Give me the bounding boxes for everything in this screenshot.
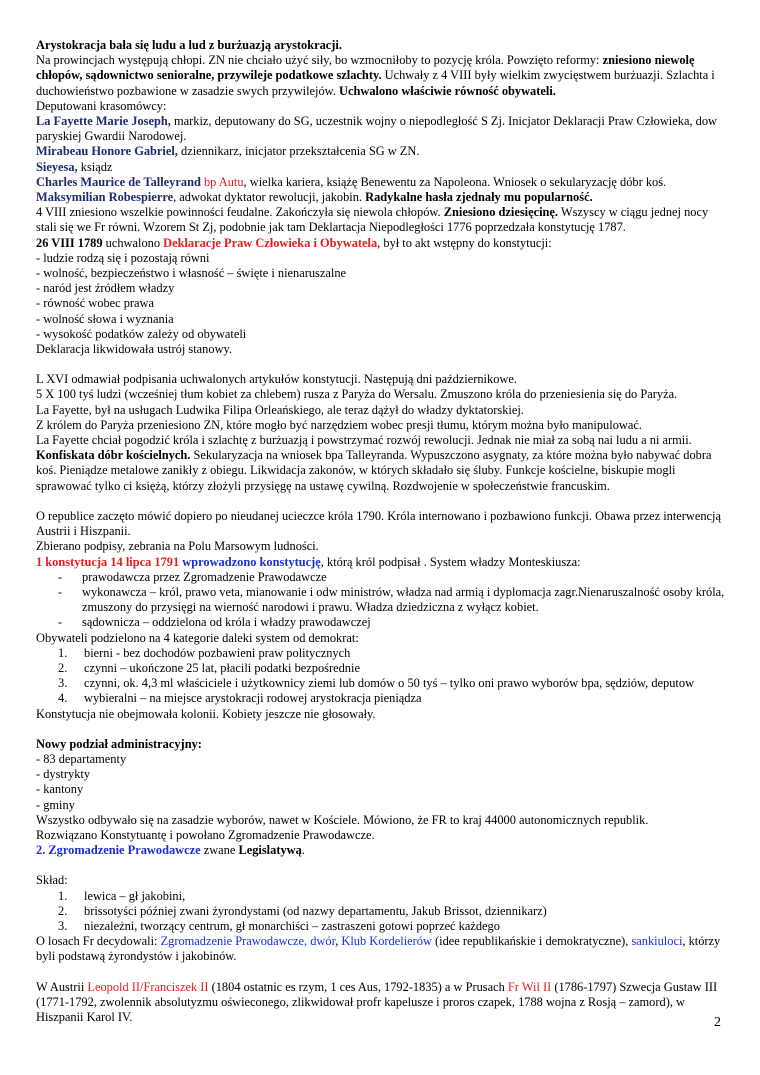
king-line: Z królem do Paryża przeniesiono ZN, które mogło być narzędziem wobec presji tłumu, którym można było manipulować. xyxy=(36,417,642,432)
declaration-item: - ludzie rodzą się i pozostają równi xyxy=(36,250,210,265)
admin-line: Rozwiązano Konstytuantę i powołano Zgromadzenie Prawodawcze. xyxy=(36,827,375,842)
declaration-closing: Deklaracja likwidowała ustrój stanowy. xyxy=(36,342,233,357)
deputy-mirabeau: Mirabeau Honore Gabriel, dziennikarz, inicjator przekształcenia SG w ZN. xyxy=(36,144,420,159)
declaration-line: 26 VIII 1789 uchwalono Deklaracje Praw Człowieka i Obywatela, był to akt wstępny do konstytucji: xyxy=(36,235,552,250)
admin-item: - 83 departamenty xyxy=(36,751,127,766)
legislative-line: 2. Zgromadzenie Prawodawcze zwane Legislatywą. xyxy=(36,843,305,858)
king-line: 5 X 100 tyś ludzi (wcześniej tłum kobiet za chlebem) rusza z Paryża do Wersalu. Zmuszono króla do przeniesienia się do Paryża. xyxy=(36,387,678,402)
declaration-item: - równość wobec prawa xyxy=(36,296,155,311)
admin-heading: Nowy podział administracyjny: xyxy=(36,736,202,751)
list-item: 1. bierni - bez dochodów pozbawieni praw politycznych xyxy=(58,645,351,660)
composition-list xyxy=(36,889,728,935)
declaration-item: - wolność, bezpieczeństwo i własność – święte i nienaruszalne xyxy=(36,266,347,281)
list-item: - prawodawcza przez Zgromadzenie Prawodawcze xyxy=(58,570,728,585)
citizens-intro: Obywateli podzielono na 4 kategorie daleki system od demokrat: xyxy=(36,630,359,645)
list-item: 3. czynni, ok. 4,3 ml właściciele i użytkownicy ziemi lub domów o 50 tyś – tylko oni prawo wyborów bpa, sędziów, deputow xyxy=(58,676,695,691)
citizens-list xyxy=(36,646,728,707)
deputy-lafayette: La Fayette Marie Joseph, markiz, deputowany do SG, uczestnik wojny o niepodległość S Zj. Inicjator Deklaracji Praw Człowieka, dow paryskiej Gwardii Narodowej. xyxy=(36,114,717,144)
constitution-closing: Konstytucja nie obejmowała kolonii. Kobiety jeszcze nie głosowały. xyxy=(36,706,376,721)
declaration-item: - wysokość podatków zależy od obywateli xyxy=(36,326,247,341)
republic-line: O republice zaczęto mówić dopiero po nieudanej ucieczce króla 1790. Króla internowano i pozbawiono funkcji. Obawa przez interwencją Austrii i Hiszpanii. xyxy=(36,508,721,539)
list-item: - wykonawcza – król, prawo veta, mianowanie i odw ministrów, władza nad armią i dyplomacja zagr.Nienaruszalność osoby króla, zmuszony do przysięgi na wierność narodowi i prawu. Władza dziedziczna z wyłącz kobiet. xyxy=(58,585,728,615)
list-item: 4. wybieralni – na miejsce arystokracji rodowej arystokracja pieniądza xyxy=(58,691,422,706)
document-page xyxy=(36,38,728,1025)
king-line: La Fayette, był na usługach Ludwika Filipa Orleańskiego, ale teraz dążył do władzy dyktatorskiej. xyxy=(36,402,524,417)
list-item: 3. niezależni, tworzący centrum, gł monarchiści – zastraszeni gotowi poprzeć każdego xyxy=(58,918,500,933)
powers-list xyxy=(36,570,728,631)
admin-item: - kantony xyxy=(36,782,84,797)
king-line: L XVI odmawiał podpisania uchwalonych artykułów konstytucji. Następują dni październikowe. xyxy=(36,372,517,387)
deputy-sieyes: Sieyesa, ksiądz xyxy=(36,159,113,174)
list-item: 2. brissotyści później zwani żyrondystami (od nazwy departamentu, Jakub Brissot, dziennikarz) xyxy=(58,903,547,918)
declaration-item: - naród jest źródłem władzy xyxy=(36,281,175,296)
constitution-line: 1 konstytucja 14 lipca 1791 wprowadzono konstytucję, którą król podpisał . System władzy Monteskiusza: xyxy=(36,554,581,569)
deputy-talleyrand: Charles Maurice de Talleyrand bp Autu, wielka kariera, książę Benewentu za Napoleona. Wniosek o sekularyzację dóbr koś. xyxy=(36,174,667,189)
church-confiscation: Konfiskata dóbr kościelnych. Sekularyzacja na wniosek bpa Talleyranda. Wypuszczono asygnaty, za które można było nabywać dobra koś. Pieniądze metalowe zanikły z obiegu. Likwidacja zakonów, w których składało się śluby. Funkcje kościelne, biskupie mogli sprawować tylko ci księżą, którzy złożyli przysięgę na ustawę cywilną. Rozdwojenie w społeczeństwie francuskim. xyxy=(36,448,712,493)
section-heading: Arystokracja bała się ludu a lud z burżuazją arystokracji. xyxy=(36,38,342,52)
declaration-item: - wolność słowa i wyznania xyxy=(36,311,174,326)
admin-item: - gminy xyxy=(36,797,75,812)
list-item: 1. lewica – gł jakobini, xyxy=(58,888,186,903)
paragraph-aristocracy: Arystokracja bała się ludu a lud z burżuazją arystokracji. Na prowincjach występują chłopi. ZN nie chciało użyć siły, bo wzmocniłoby to pozycję króla. Powzięto reformy: zniesiono niewolę chłopów, sądownictwo senioralne, przywileje podatkowe szlachty. Uchwały z 4 VIII były wielkim zwycięstwem burżuazji. Szlachta i duchowieństwo pozbawione w zasadzie swych przywilejów. Uchwalono właściwie równość obywateli. xyxy=(36,38,715,98)
rulers-line: W Austrii Leopold II/Franciszek II (1804 ostatnic es rzym, 1 ces Aus, 1792-1835) a w Prusach Fr Wil II (1786-1797) Szwecja Gustaw III (1771-1792, zwolennik absolutyzmu oświeconego, zlikwidował profr kapelusze i proros czapek, 1788 wojna z Rosją – zamord), w Hiszpanii Karol IV. xyxy=(36,979,718,1024)
fate-line: O losach Fr decydowali: Zgromadzenie Prawodawcze, dwór, Klub Kordelierów (idee republikańskie i demokratyczne), sankiuloci, którzy byli podstawą żyrondystów i jakobinów. xyxy=(36,934,721,964)
admin-line: Wszystko odbywało się na zasadzie wyborów, nawet w Kościele. Mówiono, że FR to kraj 44000 autonomicznych republik. xyxy=(36,812,649,827)
list-item: 2. czynni – ukończone 25 lat, płacili podatki bezpośrednie xyxy=(58,660,360,675)
republic-line: Zbierano podpisy, zebrania na Polu Marsowym ludności. xyxy=(36,539,319,554)
composition-heading: Skład: xyxy=(36,873,68,888)
admin-item: - dystrykty xyxy=(36,767,91,782)
page-number: 2 xyxy=(714,1015,721,1030)
deputy-robespierre: Maksymilian Robespierre, adwokat dyktator rewolucji, jakobin. Radykalne hasła zjednały mu popularność. xyxy=(36,190,593,205)
deputies-intro: Deputowani krasomówcy: xyxy=(36,98,167,113)
paragraph-aug4: 4 VIII zniesiono wszelkie powinności feudalne. Zakończyła się niewola chłopów. Zniesiono dziesięcinę. Wszyscy w ciągu jednej nocy stali się we Fr równi. Wzorem St Zj, podobnie jak tam Deklartacja Niepodległości 1776 poprzedzała konstytucję 1787. xyxy=(36,205,709,235)
king-line: La Fayette chciał pogodzić króla i szlachtę z burżuazją i powstrzymać rozwój rewolucji. Jednak nie miał za sobą nai ludu a ni armii. xyxy=(36,433,692,448)
list-item: - sądownicza – oddzielona od króla i władzy prawodawczej xyxy=(58,615,728,630)
